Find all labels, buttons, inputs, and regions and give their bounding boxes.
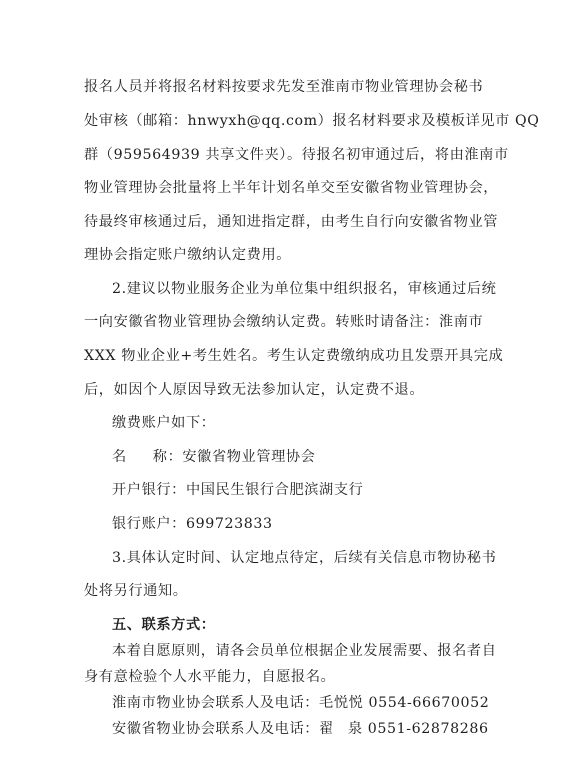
account-bank-label: 开户银行： bbox=[112, 482, 186, 498]
contact2-prefix: 安徽省物业协会联系人及电话：翟 bbox=[112, 721, 334, 737]
text-line: 3.具体认定时间、认定地点待定，后续有关信息市物协秘书 bbox=[112, 550, 497, 566]
text-line: 报名人员并将报名材料按要求先发至淮南市物业管理协会秘书 bbox=[84, 79, 484, 95]
account-bank-line bbox=[112, 480, 363, 500]
text-line: 本着自愿原则，请各会员单位根据企业发展需要、报名者自 bbox=[112, 643, 497, 659]
text-line: XXX 物业企业+考生姓名。考生认定费缴纳成功且发票开具完成 bbox=[84, 348, 504, 364]
text-line: 理协会指定账户缴纳认定费用。 bbox=[84, 247, 292, 263]
text-line: 身有意检验个人水平能力，自愿报名。 bbox=[84, 669, 336, 685]
text-line: 一向安徽省物业管理协会缴纳认定费。转账时请备注：淮南市 bbox=[84, 314, 484, 330]
account-intro: 缴费账户如下： bbox=[112, 415, 216, 431]
account-bank-value: 中国民生银行合肥滨湖支行 bbox=[185, 482, 364, 498]
contact-line: 淮南市物业协会联系人及电话：毛悦悦 0554-66670052 bbox=[112, 695, 490, 711]
account-name-label-b: 称： bbox=[152, 449, 183, 465]
text-line: 物业管理协会批量将上半年计划名单交至安徽省物业管理协会， bbox=[84, 180, 499, 196]
text-line: 群（959564939 共享文件夹）。待报名初审通过后，将由淮南市 bbox=[84, 147, 509, 163]
account-number-label: 银行账户： bbox=[112, 516, 186, 532]
text-line: 2.建议以物业服务企业为单位集中组织报名，审核通过后统 bbox=[112, 281, 497, 297]
text-line: 待最终审核通过后，通知进指定群，由考生自行向安徽省物业管 bbox=[84, 214, 499, 230]
contact2-suffix: 泉 0551-62878286 bbox=[347, 721, 489, 737]
contact-line bbox=[112, 719, 489, 739]
text-line: 后，如因个人原因导致无法参加认定，认定费不退。 bbox=[84, 382, 425, 398]
account-name-label-a: 名 bbox=[112, 449, 127, 465]
section-heading: 五、联系方式： bbox=[112, 617, 216, 633]
account-name-value: 安徽省物业管理协会 bbox=[182, 449, 316, 465]
account-number-line bbox=[112, 514, 273, 534]
account-number-value: 699723833 bbox=[185, 516, 273, 532]
account-name-line bbox=[112, 447, 315, 467]
text-line: 处将另行通知。 bbox=[84, 583, 188, 599]
text-line: 处审核（邮箱：hnwyxh@qq.com）报名材料要求及模板详见市 QQ bbox=[84, 113, 540, 129]
